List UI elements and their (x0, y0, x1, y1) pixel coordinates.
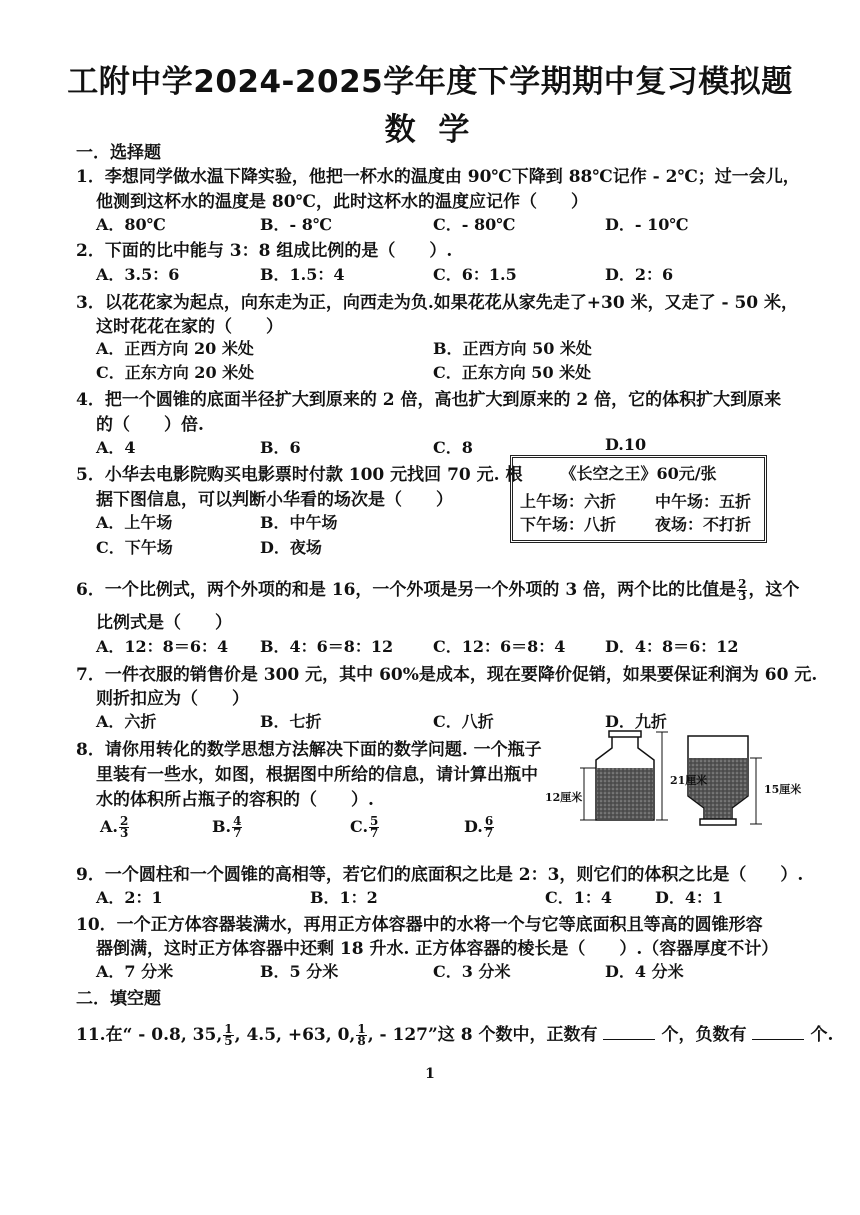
q3-option-c: C．正东方向 20 米处 (96, 363, 255, 382)
q9-line1: 9．一个圆柱和一个圆锥的高相等，若它们的底面积之比是 2：3，则它们的体积之比是（ ）. (76, 865, 804, 885)
q3-line1: 3．以花花家为起点，向东走为正，向西走为负.如果花花从家先走了+30 米，又走了 - 50 米， (76, 293, 799, 313)
q6-line2: 比例式是（ ） (96, 613, 232, 633)
subject-title: 数 学 (384, 112, 476, 148)
q1-line1: 1．李想同学做水温下降实验，他把一杯水的温度由 90℃下降到 88℃记作 - 2℃；过一会儿， (76, 167, 800, 187)
label-15cm: 15厘米 (764, 783, 802, 796)
q8-line3: 水的体积所占瓶子的容积的（ ）. (96, 790, 374, 810)
ticket-price-title: 《长空之王》60元/张 (560, 464, 717, 483)
q5-option-c: C．下午场 (96, 538, 173, 557)
q7-option-c: C．八折 (433, 712, 494, 731)
q10-option-d: D．4 分米 (605, 962, 684, 981)
q8-line2: 里装有一些水，如图，根据图中所给的信息，请计算出瓶中 (96, 765, 538, 785)
q1-option-b: B．- 8℃ (260, 215, 333, 234)
ticket-cell-afternoon: 下午场：八折 (520, 515, 617, 534)
q1-line2: 他测到这杯水的温度是 80℃，此时这杯水的温度应记作（ ） (96, 192, 588, 212)
q4-line2: 的（ ）倍. (96, 415, 204, 435)
blank-negative-count[interactable] (752, 1025, 804, 1040)
q8-option-b: B. $\frac{4}{7}$ (212, 814, 242, 840)
q5-option-d: D．夜场 (260, 538, 322, 557)
q6-option-d: D．4：8＝6：12 (605, 637, 739, 656)
q10-line1: 10．一个正方体容器装满水，再用正方体容器中的水将一个与它等底面积且等高的圆锥形容 (76, 915, 763, 935)
q6-line1-pre: 6．一个比例式，两个外项的和是 16，一个外项是另一个外项的 3 倍，两个比的比值是 (76, 580, 737, 600)
q3-option-d: C．正东方向 50 米处 (433, 363, 592, 382)
q7-option-b: B．七折 (260, 712, 322, 731)
q9-option-c: C．1：4 (545, 888, 613, 907)
q5-line2: 据下图信息，可以判断小华看的场次是（ ） (96, 490, 453, 510)
q8-line1: 8．请你用转化的数学思想方法解决下面的数学问题. 一个瓶子 (76, 740, 542, 760)
section-heading-fill: 二．填空题 (76, 989, 161, 1009)
q8-option-d: D. $\frac{6}{7}$ (464, 814, 494, 840)
q11-line: 11.在“ - 0.8, 35, $\frac{1}{5}$ , 4.5, +63, 0, $\frac{1}{8}$ , - 127”这 8 个数中，正数有 个，负数有 个. (76, 1022, 834, 1048)
section-heading-choice: 一．选择题 (76, 143, 161, 163)
q5-option-a: A．上午场 (96, 513, 173, 532)
q10-option-a: A．7 分米 (96, 962, 174, 981)
q1-option-c: C．- 80℃ (433, 215, 516, 234)
q8-option-c: C. $\frac{5}{7}$ (350, 814, 379, 840)
q10-option-c: C．3 分米 (433, 962, 511, 981)
q6-fraction: $\frac{2}{3}$ (738, 577, 747, 603)
q8-option-a: A. $\frac{2}{3}$ (100, 814, 129, 840)
ticket-cell-noon: 中午场：五折 (655, 492, 752, 511)
ticket-cell-night: 夜场：不打折 (655, 515, 752, 534)
q4-option-a: A．4 (96, 438, 136, 457)
q6-option-b: B．4：6＝8：12 (260, 637, 394, 656)
q5-option-b: B．中午场 (260, 513, 338, 532)
q9-option-b: B．1：2 (310, 888, 378, 907)
q4-option-b: B．6 (260, 438, 301, 457)
q7-line2: 则折扣应为（ ） (96, 689, 249, 709)
q7-option-a: A．六折 (96, 712, 157, 731)
q4-option-c: C．8 (433, 438, 473, 457)
q6-line1-post: ，这个 (748, 580, 800, 600)
label-21cm: 21厘米 (670, 774, 708, 787)
q1-option-a: A．80℃ (96, 215, 166, 234)
q9-option-a: A．2：1 (96, 888, 163, 907)
q1-option-d: D．- 10℃ (605, 215, 689, 234)
page-number: 1 (425, 1066, 435, 1082)
q6-option-c: C．12：6＝8：4 (433, 637, 566, 656)
q6-option-a: A．12：8＝6：4 (96, 637, 229, 656)
q7-option-d: D．九折 (605, 712, 667, 731)
q10-line2: 器倒满，这时正方体容器中还剩 18 升水. 正方体容器的棱长是（ ）.（容器厚度不计） (96, 939, 779, 959)
page-title: 工附中学2024-2025学年度下学期期中复习模拟题 (67, 64, 793, 100)
q9-option-d: D．4：1 (655, 888, 724, 907)
q2-option-a: A．3.5：6 (96, 265, 180, 284)
upright-bottle (580, 731, 668, 820)
q3-option-b: B．正西方向 50 米处 (433, 339, 592, 358)
q4-line1: 4．把一个圆锥的底面半径扩大到原来的 2 倍，高也扩大到原来的 2 倍，它的体积扩大到原来 (76, 390, 782, 410)
label-12cm: 12厘米 (545, 791, 583, 804)
q3-option-a: A．正西方向 20 米处 (96, 339, 254, 358)
q3-line2: 这时花花在家的（ ） (96, 317, 283, 337)
q7-line1: 7．一件衣服的销售价是 300 元，其中 60%是成本，现在要降价促销，如果要保证利润为 60 元. (76, 665, 818, 685)
q2-option-d: D．2：6 (605, 265, 674, 284)
q2-option-c: C．6：1.5 (433, 265, 517, 284)
bottle-figure (540, 728, 780, 828)
q10-option-b: B．5 分米 (260, 962, 339, 981)
q5-line1: 5．小华去电影院购买电影票时付款 100 元找回 70 元. 根 (76, 465, 523, 485)
q2-option-b: B．1.5：4 (260, 265, 345, 284)
q4-option-d: D.10 (605, 435, 647, 454)
ticket-cell-morning: 上午场：六折 (520, 492, 617, 511)
blank-positive-count[interactable] (603, 1025, 655, 1040)
q2-line1: 2．下面的比中能与 3：8 组成比例的是（ ）. (76, 241, 453, 261)
q6-line1 (76, 575, 799, 602)
